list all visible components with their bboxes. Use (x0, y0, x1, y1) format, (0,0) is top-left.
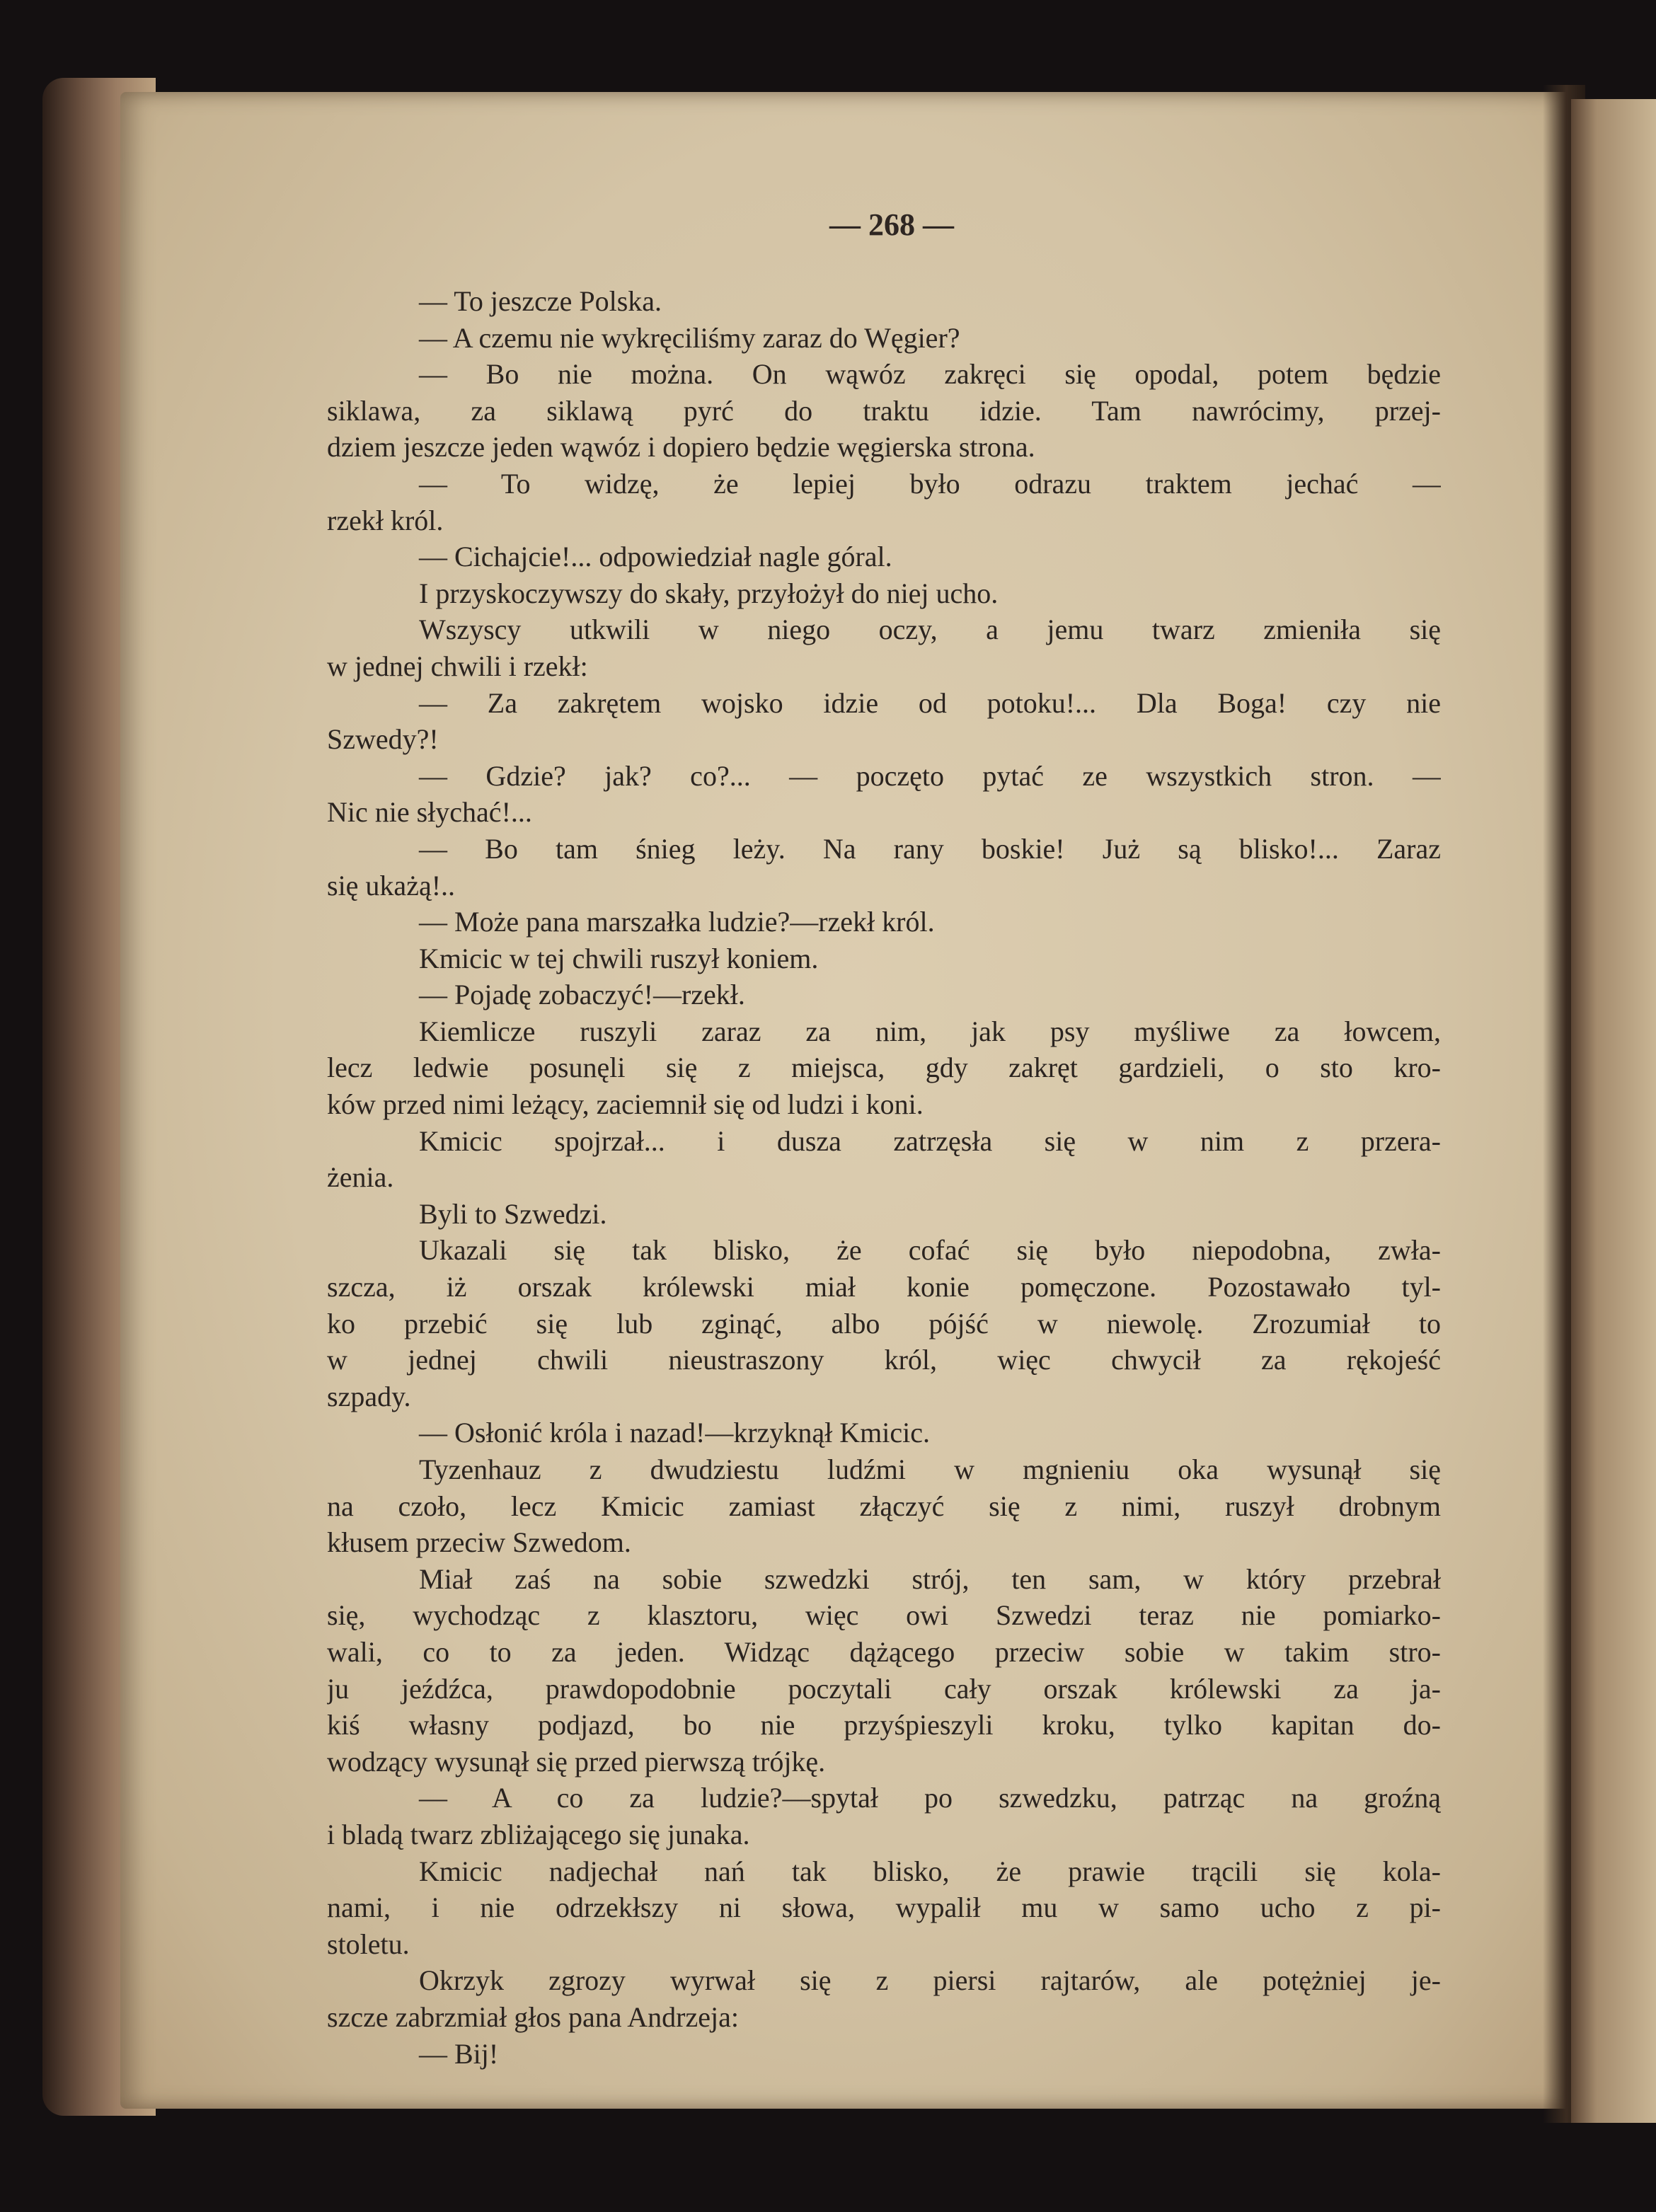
text-line: — To jeszcze Polska. (419, 285, 662, 317)
text-line: siklawa, za siklawą pyrć do traktu idzie. Tam nawrócimy, przej- (327, 394, 1441, 427)
text-line: szcza, iż orszak królewski miał konie pomęczone. Pozostawało tyl- (327, 1271, 1441, 1303)
text-line: Kmicic spojrzał... i dusza zatrzęsła się w nim z przera- (419, 1124, 1441, 1157)
text-line: Nic nie słychać!... (327, 796, 532, 829)
text-line: — Może pana marszałka ludzie?—rzekł król. (419, 906, 935, 938)
text-line: Tyzenhauz z dwudziestu ludźmi w mgnieniu oka wysunął się (419, 1453, 1441, 1485)
text-line: ko przebić się lub zginąć, albo pójść w niewolę. Zrozumiał to (327, 1307, 1441, 1340)
text-line: szpady. (327, 1380, 411, 1412)
text-line: ków przed nimi leżący, zaciemnił się od ludzi i koni. (327, 1088, 924, 1121)
text-line: Kmicic w tej chwili ruszył koniem. (419, 942, 819, 974)
text-line: kiś własny podjazd, bo nie przyśpieszyli kroku, tylko kapitan do- (327, 1709, 1441, 1741)
text-line: — To widzę, że lepiej było odrazu traktem jechać — (419, 467, 1441, 500)
text-line: się ukażą!.. (327, 869, 456, 901)
text-line: na czoło, lecz Kmicic zamiast złączyć się z nimi, ruszył drobnym (327, 1490, 1441, 1522)
text-line: Wszyscy utkwili w niego oczy, a jemu twarz zmieniła się (419, 614, 1441, 646)
text-line: — Za zakrętem wojsko idzie od potoku!... Dla Boga! czy nie (419, 686, 1441, 719)
text-line: w jednej chwili nieustraszony król, więc chwycił za rękojeść (327, 1344, 1441, 1376)
text-line: Kmicic nadjechał nań tak blisko, że prawie trącili się kola- (419, 1855, 1441, 1887)
text-line: wodzący wysunął się przed pierwszą trójkę. (327, 1745, 826, 1778)
text-line: żenia. (327, 1161, 394, 1194)
text-line: Kiemlicze ruszyli zaraz za nim, jak psy myśliwe za łowcem, (419, 1015, 1441, 1047)
page-number: — 268 — (829, 207, 954, 242)
text-line: — Pojadę zobaczyć!—rzekł. (419, 979, 745, 1011)
text-line: Okrzyk zgrozy wyrwał się z piersi rajtarów, ale potężniej je- (419, 1964, 1441, 1997)
text-body (327, 283, 1441, 2072)
next-page-edge (1571, 99, 1656, 2123)
text-line: szcze zabrzmiał głos pana Andrzeja: (327, 2000, 739, 2033)
text-line: I przyskoczywszy do skały, przyłożył do niej ucho. (419, 577, 999, 609)
text-line: Byli to Szwedzi. (419, 1197, 607, 1230)
text-line: Ukazali się tak blisko, że cofać się było niepodobna, zwła- (419, 1234, 1441, 1267)
text-line: — Gdzie? jak? co?... — poczęto pytać ze wszystkich stron. — (419, 759, 1441, 792)
text-line: w jednej chwili i rzekł: (327, 650, 588, 682)
text-line: stoletu. (327, 1928, 410, 1960)
text-line: — Bo tam śnieg leży. Na rany boskie! Już są blisko!... Zaraz (419, 832, 1441, 865)
text-line: rzekł król. (327, 504, 444, 536)
text-line: — Bo nie można. On wąwóz zakręci się opodal, potem będzie (419, 358, 1441, 391)
text-line: — Osłonić króla i nazad!—krzyknął Kmicic. (419, 1417, 930, 1449)
text-line: lecz ledwie posunęli się z miejsca, gdy zakręt gardzieli, o sto kro- (327, 1052, 1441, 1084)
text-line: — A co za ludzie?—spytał po szwedzku, patrząc na groźną (419, 1782, 1441, 1814)
text-line: wali, co to za jeden. Widząc dążącego przeciw sobie w takim stro- (327, 1635, 1441, 1668)
text-line: nami, i nie odrzekłszy ni słowa, wypalił mu w samo ucho z pi- (327, 1891, 1441, 1924)
text-line: Szwedy?! (327, 723, 439, 756)
text-line: dziem jeszcze jeden wąwóz i dopiero będzie węgierska strona. (327, 431, 1035, 463)
text-line: kłusem przeciw Szwedom. (327, 1526, 631, 1559)
text-line: — Bij! (419, 2037, 499, 2070)
text-line: ju jeźdźca, prawdopodobnie poczytali cały orszak królewski za ja- (327, 1672, 1441, 1705)
text-line: Miał zaś na sobie szwedzki strój, ten sam, w który przebrał (419, 1562, 1441, 1595)
text-line: i bladą twarz zbliżającego się junaka. (327, 1818, 750, 1850)
text-line: — Cichajcie!... odpowiedział nagle góral. (419, 541, 892, 573)
text-line: się, wychodząc z klasztoru, więc owi Szwedzi teraz nie pomiarko- (327, 1599, 1441, 1632)
text-line: — A czemu nie wykręciliśmy zaraz do Węgier? (419, 321, 960, 354)
